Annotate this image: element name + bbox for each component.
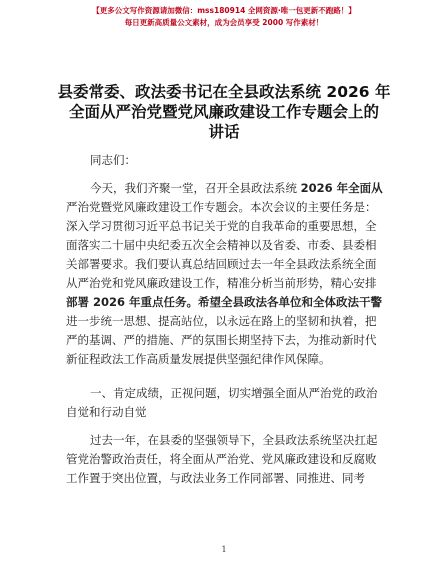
paragraph-1-line-7	[66, 295, 382, 309]
paragraph-1-line-3: 深入学习贯彻习近平总书记关于党的自我革命的重要思想，全	[66, 219, 377, 233]
section-1-heading-line-2: 自觉和行动自觉	[66, 405, 147, 419]
paragraph-1-line-1-text: 今天，我们齐聚一堂，召开全县政法系统	[90, 181, 301, 195]
page-number: 1	[221, 545, 227, 554]
title-line-1: 县委常委、政法委书记在全县政法系统 2026 年	[57, 83, 391, 101]
paragraph-1-line-2: 严治党暨党风廉政建设工作专题会。本次会议的主要任务是：	[66, 200, 377, 214]
section-1-heading-line-1: 一、肯定成绩，正视问题，切实增强全面从严治党的政治	[90, 386, 378, 400]
paragraph-1-line-1-bold: 2026 年全面从	[300, 181, 383, 195]
paragraph-2-line-3: 工作置于突出位置，与政法业务工作同部署、同推进、同考	[66, 471, 365, 485]
paragraph-1-line-5: 关部署要求。我们要认真总结回顾过去一年全县政法系统全面	[66, 257, 377, 271]
paragraph-1-line-7-part-a: 部署 2026 年重点任务。希望全县	[66, 295, 245, 309]
salutation: 同志们：	[90, 153, 136, 167]
paragraph-2-line-1: 过去一年，在县委的坚强领导下，全县政法系统坚决扛起	[90, 433, 378, 447]
paragraph-1-line-1	[90, 181, 383, 195]
paragraph-1-line-7-part-b: 政法各单位和全体政法干警	[244, 295, 383, 309]
paragraph-1-line-10: 新征程政法工作高质量发展提供坚强纪律作风保障。	[66, 352, 331, 366]
title-line-2: 全面从严治党暨党风廉政建设工作专题会上的	[68, 103, 379, 121]
paragraph-1-line-9: 严的基调、严的措施、严的氛围长期坚持下去，为推动新时代	[66, 333, 377, 347]
promo-banner-line-1: 【更多公文写作资源请加微信：mss180914 全网资源·唯一包更新不跑路！】	[92, 6, 356, 15]
document-title	[50, 82, 398, 142]
paragraph-1-line-8: 进一步统一思想、提高站位，以永远在路上的坚韧和执着，把	[66, 314, 377, 328]
paragraph-2-line-2: 管党治警政治责任，将全面从严治党、党风廉政建设和反腐败	[66, 452, 377, 466]
promo-banner-line-2: 每日更新高质量公文素材，成为会员享受 2000 写作素材！	[124, 18, 324, 27]
title-line-3: 讲话	[208, 123, 240, 141]
paragraph-1-line-6: 从严治党和党风廉政建设工作，精准分析当前形势，精心安排	[66, 276, 377, 290]
paragraph-1-line-4: 面落实二十届中央纪委五次全会精神以及省委、市委、县委相	[66, 238, 377, 252]
